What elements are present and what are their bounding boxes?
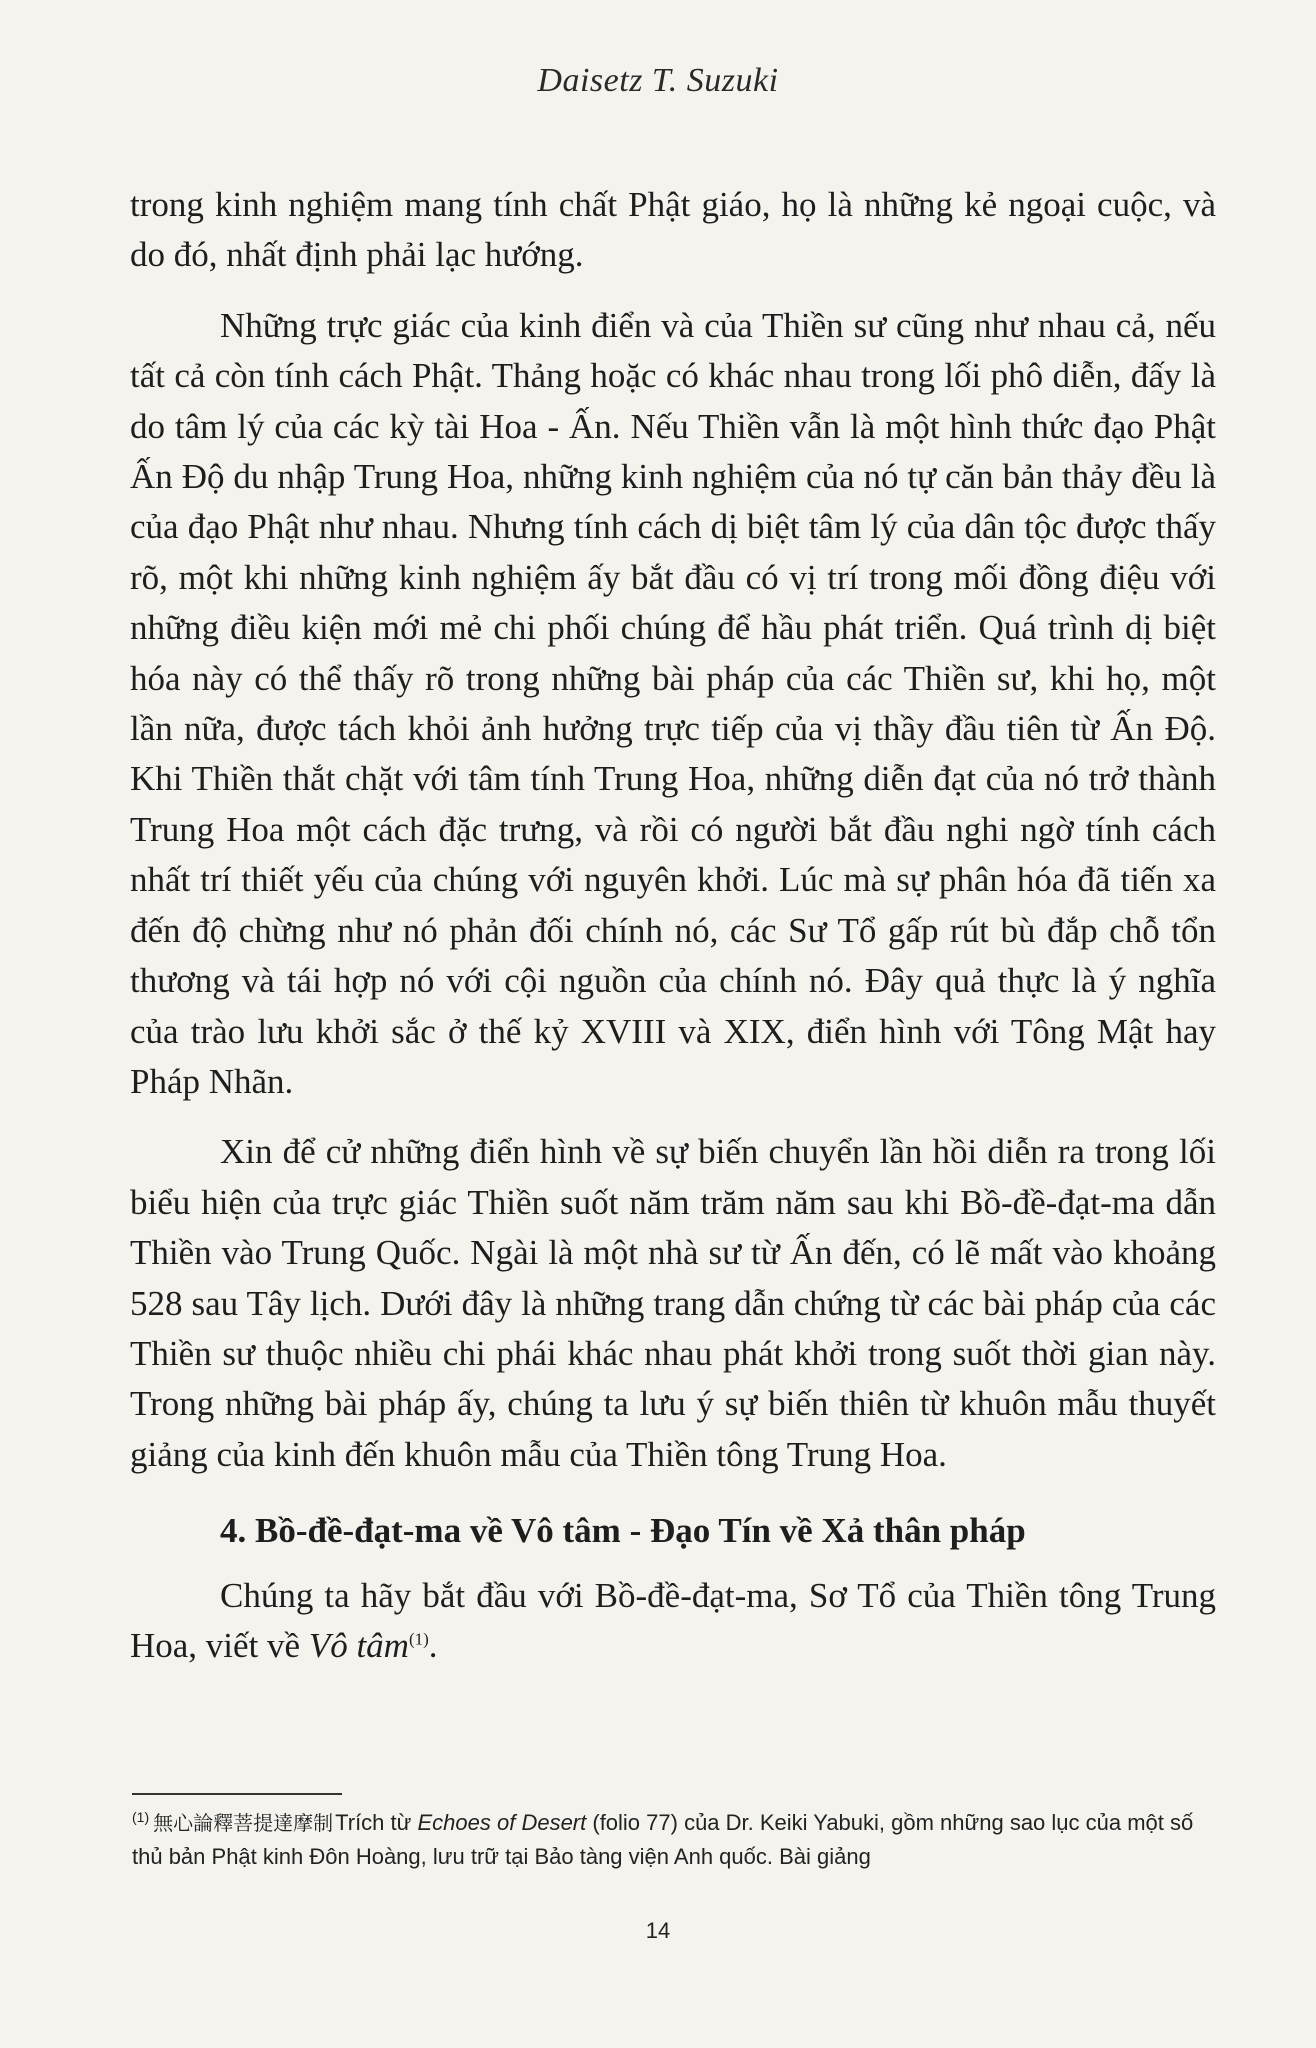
paragraph: Những trực giác của kinh điển và của Thiền sư cũng như nhau cả, nếu tất cả còn tính cách Phật. Thảng hoặc có khác nhau trong lối phô diễn, đấy là do tâm lý của các kỳ tài Hoa - Ấn. Nếu Thiền vẫn là một hình thức đạo Phật Ấn Độ du nhập Trung Hoa, những kinh nghiệm của nó tự căn bản thảy đều là của đạo Phật như nhau. Nhưng tính cách dị biệt tâm lý của dân tộc được thấy rõ, một khi những kinh nghiệm ấy bắt đầu có vị trí trong mối đồng điệu với những điều kiện mới mẻ chi phối chúng để hầu phát triển. Quá trình dị biệt hóa này có thể thấy rõ trong những bài pháp của các Thiền sư, khi họ, một lần nữa, được tách khỏi ảnh hưởng trực tiếp của vị thầy đầu tiên từ Ấn Độ. Khi Thiền thắt chặt với tâm tính Trung Hoa, những diễn đạt của nó trở thành Trung Hoa một cách đặc trưng, và rồi có người bắt đầu nghi ngờ tính cách nhất trí thiết yếu của chúng với nguyên khởi. Lúc mà sự phân hóa đã tiến xa đến độ chừng như nó phản đối chính nó, các Sư Tổ gấp rút bù đắp chỗ tổn thương và tái hợp nó với cội nguồn của chính nó. Đây quả thực là ý nghĩa của trào lưu khởi sắc ở thế kỷ XVIII và XIX, điển hình với Tông Mật hay Pháp Nhãn. (130, 305, 1216, 1101)
body-text (130, 180, 1216, 1691)
running-header: Daisetz T. Suzuki (537, 62, 779, 99)
paragraph-continuation: trong kinh nghiệm mang tính chất Phật giáo, họ là những kẻ ngoại cuộc, và do đó, nhất định phải lạc hướng. (130, 185, 1216, 275)
footnote (132, 1806, 1222, 1873)
footnote-reference: (1) (408, 1629, 429, 1649)
page-number: 14 (645, 1918, 671, 1943)
section-intro-text: Chúng ta hãy bắt đầu với Bồ-đề-đạt-ma, Sơ Tổ của Thiền tông Trung Hoa, viết về (130, 1575, 1216, 1665)
footnote-text-rest: (folio 77) của Dr. Keiki Yabuki, gồm những sao lục của một số thủ bản Phật kinh Đôn Hoàng, lưu trữ tại Bảo tàng viện Anh quốc. Bài giảng (132, 1810, 1194, 1869)
footnote-cjk-title: 無心論釋菩提達摩制 (153, 1811, 334, 1835)
section-heading: 4. Bồ-đề-đạt-ma về Vô tâm - Đạo Tín về Xả thân pháp (220, 1511, 1026, 1551)
footnote-marker: (1) (132, 1808, 150, 1825)
section-intro-paragraph (130, 1571, 1216, 1672)
footnote-divider (132, 1793, 342, 1795)
section-intro-term: Vô tâm (308, 1625, 409, 1665)
footnote-text-start: Trích từ (335, 1810, 418, 1835)
section-intro-end: . (428, 1625, 438, 1665)
footnote-work-title: Echoes of Desert (417, 1810, 587, 1835)
paragraph: Xin để cử những điển hình về sự biến chuyển lần hồi diễn ra trong lối biểu hiện của trực giác Thiền suốt năm trăm năm sau khi Bồ-đề-đạt-ma dẫn Thiền vào Trung Quốc. Ngài là một nhà sư từ Ấn đến, có lẽ mất vào khoảng 528 sau Tây lịch. Dưới đây là những trang dẫn chứng từ các bài pháp của các Thiền sư thuộc nhiều chi phái khác nhau phát khởi trong suốt thời gian này. Trong những bài pháp ấy, chúng ta lưu ý sự biến thiên từ khuôn mẫu thuyết giảng của kinh đến khuôn mẫu của Thiền tông Trung Hoa. (130, 1132, 1216, 1474)
